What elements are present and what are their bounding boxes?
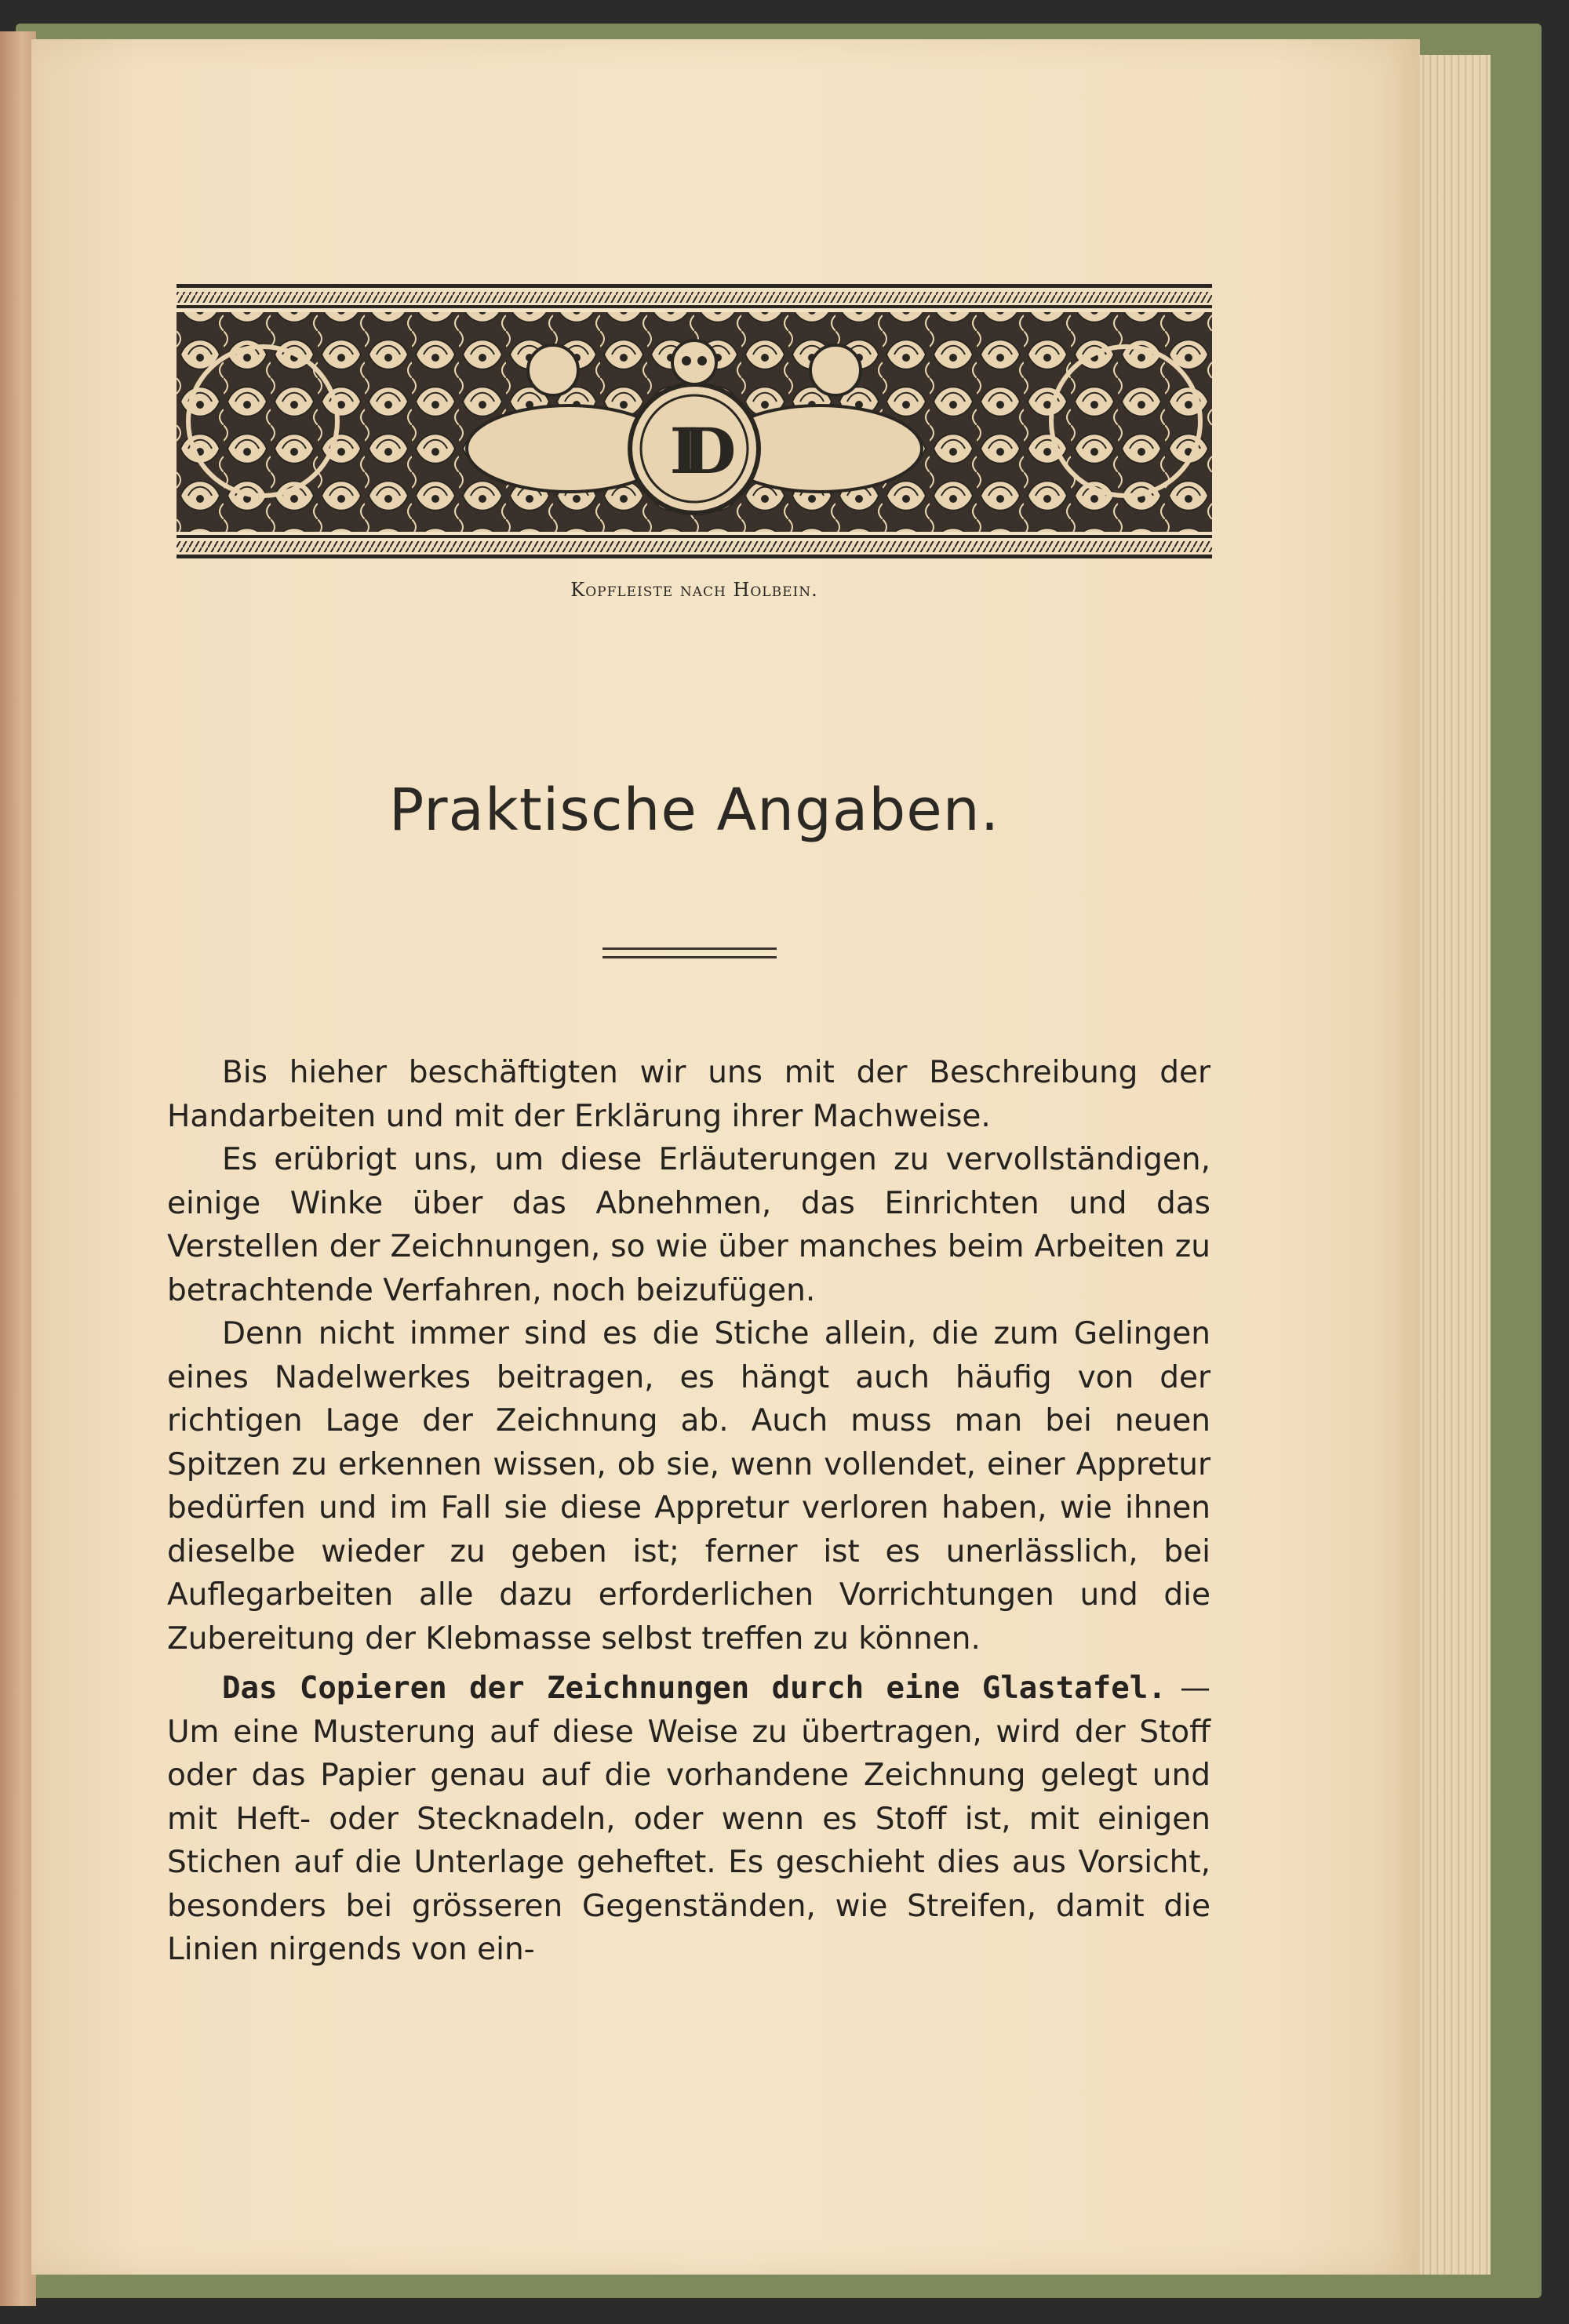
monogram-text: ID [669,414,719,488]
paragraph: Bis hieher beschäftigten wir uns mit der Beschreibung der Handarbeiten und mit der Erklärung ihrer Machweise. [167,1055,1210,1134]
page-title: Praktische Angaben. [388,776,1000,844]
headpiece-caption: Kopfleiste nach Holbein. [570,579,818,601]
paragraph: Denn nicht immer sind es die Stiche allein, die zum Gelingen eines Nadelwerkes beitragen, es hängt auch häufig von der richtigen Lage der Zeichnung ab. Auch muss man bei neuen Spitzen zu erkennen wissen, ob sie, wenn vollendet, einer Appretur bedürfen und im Fall sie diese Appretur verloren haben, wie ihnen dieselbe wieder zu geben ist; ferner ist es unerlässlich, bei Auflegarbeiten alle dazu erforderlichen Vorrichtungen und die Zubereitung der Klebmasse selbst treffen zu können. [167,1316,1210,1657]
paragraph: Es erübrigt uns, um diese Erläuterungen zu vervollständigen, einige Winke über das Abnehmen, das Einrichten und das Verstellen der Zeichnungen, so wie über manches beim Arbeiten zu betrachtende Verfahren, noch beizufügen. [167,1142,1210,1308]
section-heading: Das Copieren der Zeichnungen durch eine Glastafel. [222,1671,1167,1706]
section-paragraph [167,1667,1210,1972]
section-text: — Um eine Musterung auf diese Weise zu übertragen, wird der Stoff oder das Papier genau auf die vorhandene Zeichnung gelegt und mit Heft- oder Stecknadeln, oder wenn es Stoff ist, mit einigen Stichen auf die Unterlage geheftet. Es geschieht dies aus Vorsicht, besonders bei grösseren Gegenständen, wie Streifen, damit die Linien nirgends von ein- [167,1671,1210,1967]
title-double-rule [602,947,777,958]
body-text [167,1051,1210,1972]
